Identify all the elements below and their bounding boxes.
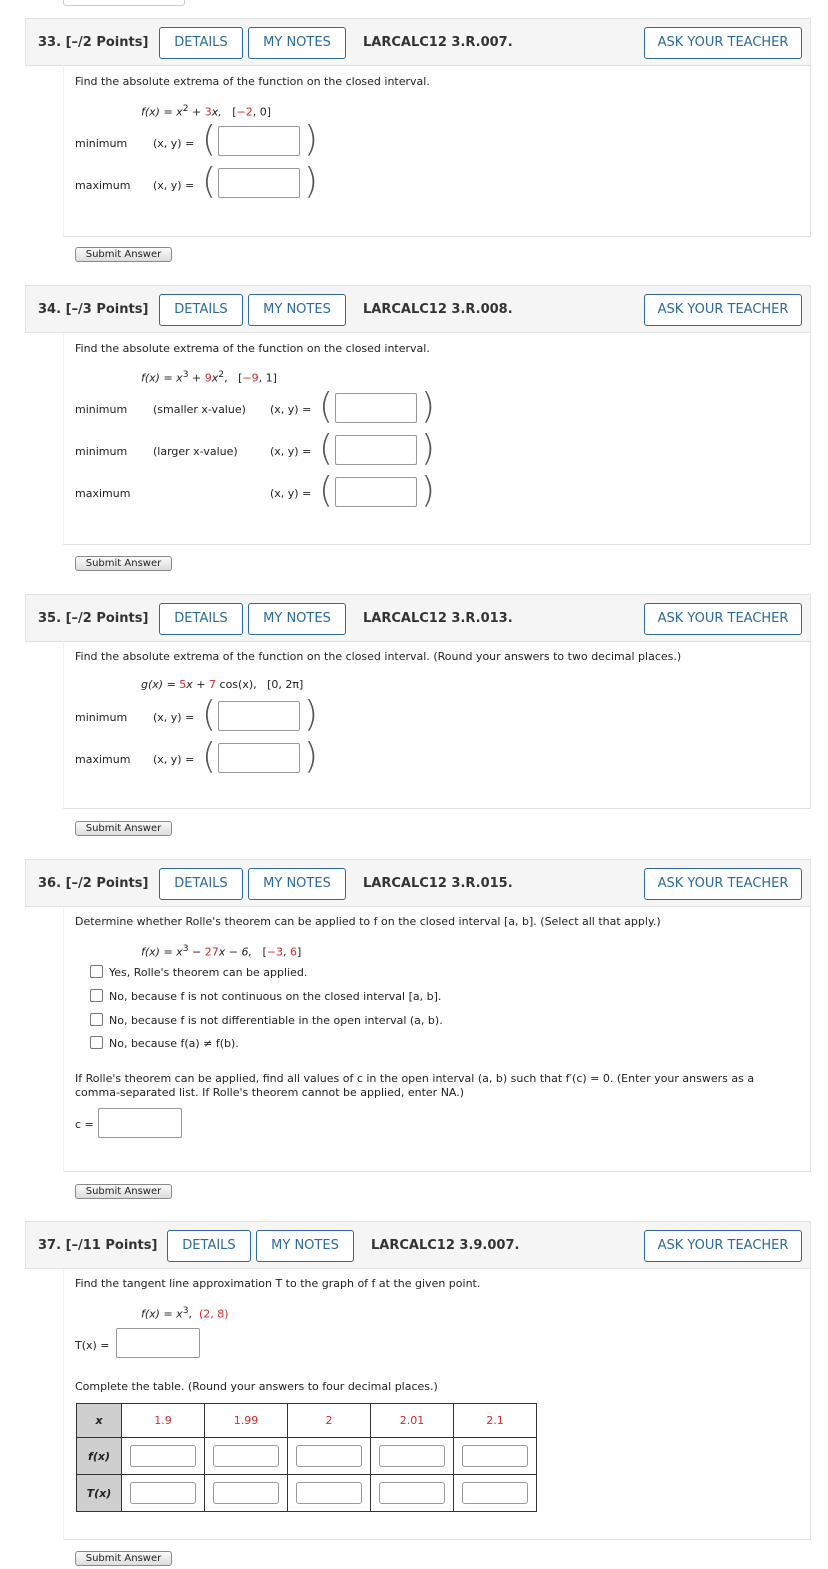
table-cell — [288, 1475, 371, 1512]
q33-number: 33. [–/2 Points] — [38, 35, 149, 50]
q34-max-open-paren: ( — [319, 470, 334, 511]
q37-details-button[interactable]: DETAILS — [167, 1230, 251, 1262]
q33-function: $f(x) = x^2 + 3x$, [−2, 0] — [141, 103, 272, 119]
q33-prompt: Find the absolute extrema of the function on the closed interval. — [75, 75, 430, 88]
q36-submit-button[interactable]: Submit Answer — [75, 1184, 172, 1199]
q36-c-input[interactable] — [98, 1108, 182, 1138]
q37-function: $f(x) = x^3$, (2, 8) — [141, 1305, 229, 1321]
q35-maximum-label: maximum — [75, 753, 131, 766]
q34-function: $f(x) = x^3 + 9x^2$, [−9, 1] — [141, 369, 277, 385]
table-cell — [371, 1438, 454, 1475]
q37-my-notes-button[interactable]: MY NOTES — [256, 1230, 354, 1262]
table-header-fx: f(x) — [77, 1438, 122, 1475]
q37-number: 37. [–/11 Points] — [38, 1238, 158, 1253]
q34-min-larger-input[interactable] — [335, 435, 417, 465]
fx-input[interactable] — [296, 1445, 362, 1467]
Tx-input[interactable] — [296, 1482, 362, 1504]
table-cell — [288, 1438, 371, 1475]
q35-prompt: Find the absolute extrema of the function on the closed interval. (Round your answers to two decimal places.) — [75, 650, 682, 663]
q33-source: LARCALC12 3.R.007. — [363, 35, 513, 50]
q35-header — [25, 594, 811, 642]
q33-min-xy-label: (x, y) = — [153, 137, 195, 150]
q37-ask-teacher-button[interactable]: ASK YOUR TEACHER — [644, 1230, 802, 1262]
q36-followup-line2: comma-separated list. If Rolle's theorem cannot be applied, enter NA.) — [75, 1086, 465, 1099]
fx-input[interactable] — [462, 1445, 528, 1467]
q34-submit-button[interactable]: Submit Answer — [75, 556, 172, 571]
q36-option-3-label[interactable]: No, because f is not differentiable in the open interval (a, b). — [109, 1014, 443, 1027]
q33-details-button[interactable]: DETAILS — [159, 27, 243, 59]
q36-option-1-label[interactable]: Yes, Rolle's theorem can be applied. — [109, 966, 308, 979]
q34-min1-open-paren: ( — [319, 386, 334, 427]
q34-min1-close-paren: ) — [421, 386, 436, 427]
q33-my-notes-button[interactable]: MY NOTES — [248, 27, 346, 59]
q36-c-label: c = — [75, 1118, 94, 1131]
q33-ask-teacher-button[interactable]: ASK YOUR TEACHER — [644, 27, 802, 59]
q37-T-input[interactable] — [116, 1328, 200, 1358]
q34-my-notes-button[interactable]: MY NOTES — [248, 294, 346, 326]
q33-body — [63, 66, 811, 237]
q36-my-notes-button[interactable]: MY NOTES — [248, 868, 346, 900]
table-header-Tx: T(x) — [77, 1475, 122, 1512]
q36-number: 36. [–/2 Points] — [38, 876, 149, 891]
Tx-input[interactable] — [130, 1482, 196, 1504]
q34-min1-label: minimum — [75, 403, 128, 416]
table-header-x: x — [77, 1404, 122, 1438]
q34-header — [25, 285, 811, 333]
q35-ask-teacher-button[interactable]: ASK YOUR TEACHER — [644, 603, 802, 635]
q33-max-open-paren: ( — [202, 161, 217, 202]
q34-ask-teacher-button[interactable]: ASK YOUR TEACHER — [644, 294, 802, 326]
q34-source: LARCALC12 3.R.008. — [363, 302, 513, 317]
q34-min2-xy-label: (x, y) = — [270, 445, 312, 458]
q36-option-4-checkbox[interactable] — [90, 1036, 103, 1049]
q33-maximum-input[interactable] — [218, 168, 300, 198]
Tx-input[interactable] — [462, 1482, 528, 1504]
q34-prompt: Find the absolute extrema of the function on the closed interval. — [75, 342, 430, 355]
q36-prompt: Determine whether Rolle's theorem can be applied to f on the closed interval [a, b]. (Select all that apply.) — [75, 915, 661, 928]
Tx-input[interactable] — [213, 1482, 279, 1504]
q37-value-table — [76, 1403, 537, 1512]
q33-submit-button[interactable]: Submit Answer — [75, 247, 172, 262]
q34-max-xy-label: (x, y) = — [270, 487, 312, 500]
table-cell — [122, 1438, 205, 1475]
q36-option-1-checkbox[interactable] — [90, 965, 103, 978]
q34-maximum-input[interactable] — [335, 477, 417, 507]
q36-option-2-checkbox[interactable] — [90, 989, 103, 1002]
q36-ask-teacher-button[interactable]: ASK YOUR TEACHER — [644, 868, 802, 900]
q34-number: 34. [–/3 Points] — [38, 302, 149, 317]
q35-function: g(x) = 5x + 7 cos(x), [0, 2π] — [141, 678, 304, 691]
q34-min1-note: (smaller x-value) — [153, 403, 246, 416]
q33-header — [25, 18, 811, 66]
table-cell — [454, 1438, 537, 1475]
q36-option-4-label[interactable]: No, because f(a) ≠ f(b). — [109, 1037, 239, 1050]
q35-maximum-input[interactable] — [218, 743, 300, 773]
fx-input[interactable] — [130, 1445, 196, 1467]
q35-minimum-input[interactable] — [218, 701, 300, 731]
q35-max-close-paren: ) — [304, 736, 319, 777]
q37-table-prompt: Complete the table. (Round your answers to four decimal places.) — [75, 1380, 438, 1393]
q35-source: LARCALC12 3.R.013. — [363, 611, 513, 626]
q34-min2-open-paren: ( — [319, 428, 334, 469]
q34-min2-note: (larger x-value) — [153, 445, 238, 458]
q37-T-label: T(x) = — [75, 1339, 110, 1352]
q35-min-close-paren: ) — [304, 694, 319, 735]
table-cell — [205, 1475, 288, 1512]
q35-min-xy-label: (x, y) = — [153, 711, 195, 724]
q36-details-button[interactable]: DETAILS — [159, 868, 243, 900]
x-value-cell: 1.99 — [205, 1404, 288, 1438]
q36-source: LARCALC12 3.R.015. — [363, 876, 513, 891]
q33-min-close-paren: ) — [304, 119, 319, 160]
table-cell — [205, 1438, 288, 1475]
q34-min2-close-paren: ) — [421, 428, 436, 469]
q36-followup-line1: If Rolle's theorem can be applied, find all values of c in the open interval (a, b) such that f′(c) = 0. (Enter your answers as a — [75, 1072, 755, 1085]
x-value-cell: 2.01 — [371, 1404, 454, 1438]
q37-header — [25, 1221, 811, 1269]
q34-min1-xy-label: (x, y) = — [270, 403, 312, 416]
x-value-cell: 1.9 — [122, 1404, 205, 1438]
q35-max-xy-label: (x, y) = — [153, 753, 195, 766]
q35-minimum-label: minimum — [75, 711, 128, 724]
q34-details-button[interactable]: DETAILS — [159, 294, 243, 326]
fx-input[interactable] — [379, 1445, 445, 1467]
q36-function: $f(x) = x^3 - 27x - 6$, [−3, 6] — [141, 943, 302, 959]
q36-header — [25, 859, 811, 907]
x-value-cell: 2.1 — [454, 1404, 537, 1438]
q35-max-open-paren: ( — [202, 736, 217, 777]
q36-option-2-label[interactable]: No, because f is not continuous on the closed interval [a, b]. — [109, 990, 442, 1003]
q33-minimum-label: minimum — [75, 137, 128, 150]
q33-maximum-label: maximum — [75, 179, 131, 192]
table-cell — [371, 1475, 454, 1512]
q35-submit-button[interactable]: Submit Answer — [75, 821, 172, 836]
q35-min-open-paren: ( — [202, 694, 217, 735]
previous-submit-stub — [63, 0, 185, 6]
q37-source: LARCALC12 3.9.007. — [371, 1238, 520, 1253]
q33-max-xy-label: (x, y) = — [153, 179, 195, 192]
q34-min2-label: minimum — [75, 445, 128, 458]
table-cell — [454, 1475, 537, 1512]
table-row — [77, 1475, 537, 1512]
q35-details-button[interactable]: DETAILS — [159, 603, 243, 635]
x-value-cell: 2 — [288, 1404, 371, 1438]
fx-input[interactable] — [213, 1445, 279, 1467]
q36-option-3-checkbox[interactable] — [90, 1013, 103, 1026]
q37-prompt: Find the tangent line approximation T to the graph of f at the given point. — [75, 1277, 481, 1290]
table-row — [77, 1404, 537, 1438]
table-cell — [122, 1475, 205, 1512]
table-row — [77, 1438, 537, 1475]
q34-body — [63, 333, 811, 545]
q33-max-close-paren: ) — [304, 161, 319, 202]
q34-min-smaller-input[interactable] — [335, 393, 417, 423]
Tx-input[interactable] — [379, 1482, 445, 1504]
q33-minimum-input[interactable] — [218, 126, 300, 156]
q35-number: 35. [–/2 Points] — [38, 611, 149, 626]
q37-submit-button[interactable]: Submit Answer — [75, 1551, 172, 1566]
q35-body — [63, 642, 811, 809]
q34-max-close-paren: ) — [421, 470, 436, 511]
q33-min-open-paren: ( — [202, 119, 217, 160]
q35-my-notes-button[interactable]: MY NOTES — [248, 603, 346, 635]
q34-max-label: maximum — [75, 487, 131, 500]
